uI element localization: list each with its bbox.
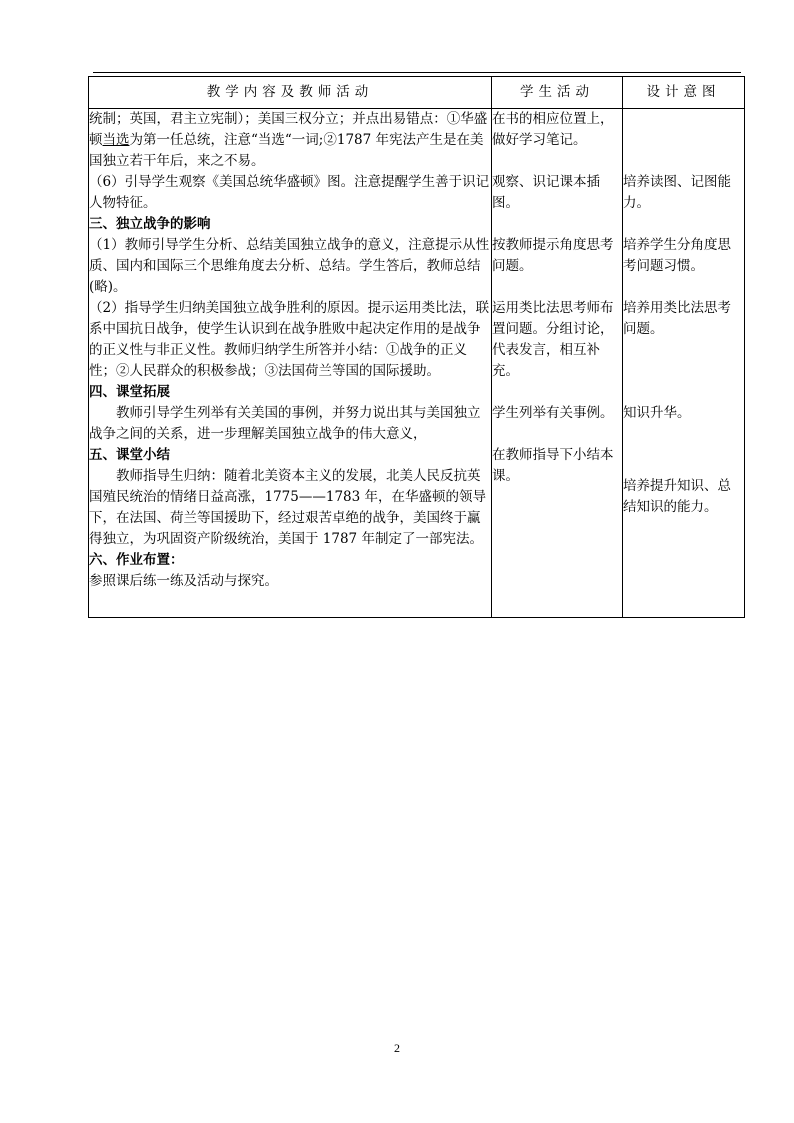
student-activity-cell [492, 109, 623, 618]
student-activity-2: 观察、识记课本插图。 [492, 174, 600, 211]
content-paragraph-5: 教师引导学生列举有关美国的事例，并努力说出其与美国独立战争之间的关系，进一步理解美国独立战争的伟大意义， [89, 405, 481, 442]
student-activity-3: 按教师提示角度思考问题。 [492, 237, 614, 274]
page-number: 2 [394, 1041, 400, 1055]
teaching-content-cell [89, 109, 492, 618]
design-intent-5: 培养提升知识、总结知识的能力。 [623, 478, 731, 515]
section-heading-5: 五、课堂小结 [89, 447, 170, 463]
table-body-row [89, 109, 745, 618]
underlined-word: 当选 [102, 132, 130, 148]
student-activity-4: 运用类比法思考师布置问题。分组讨论，代表发言，相互补充。 [492, 300, 614, 379]
header-student-activity: 学生活动 [492, 77, 623, 109]
header-teaching-content: 教学内容及教师活动 [89, 77, 492, 109]
content-paragraph-6: 教师指导生归纳：随着北美资本主义的发展，北美人民反抗英国殖民统治的情绪日益高涨，1775——1783 年，在华盛顿的领导下，在法国、荷兰等国援助下，经过艰苦卓绝的战争，美国终于赢得独立，为巩固资产阶级统治，美国于 1787 年制定了一部宪法。 [89, 468, 487, 547]
table-header-row [89, 77, 745, 109]
header-design-intent: 设计意图 [623, 77, 745, 109]
design-intent-3: 培养用类比法思考问题。 [623, 300, 731, 337]
design-intent-2: 培养学生分角度思考问题习惯。 [623, 237, 731, 274]
section-heading-4: 四、课堂拓展 [89, 384, 170, 400]
section-heading-6: 六、作业布置： [89, 552, 184, 568]
student-activity-6: 在教师指导下小结本课。 [492, 447, 614, 484]
student-activity-5: 学生列举有关事例。 [492, 405, 614, 421]
lesson-plan-table [88, 76, 745, 618]
content-paragraph-3: （1）教师引导学生分析、总结美国独立战争的意义，注意提示从性质、国内和国际三个思维角度去分析、总结。学生答后，教师总结(略)。 [89, 237, 490, 295]
content-paragraph-1: 统制；英国，君主立宪制）；美国三权分立；并点出易错点：①华盛顿当选为第一任总统，注意“当选“一词;②1787 年宪法产生是在美国独立若干年后，来之不易。 [89, 111, 488, 169]
section-heading-3: 三、独立战争的影响 [89, 216, 211, 232]
design-intent-4: 知识升华。 [623, 405, 691, 421]
header-rule [93, 72, 741, 73]
content-paragraph-4: （2）指导学生归纳美国独立战争胜利的原因。提示运用类比法，联系中国抗日战争，使学生认识到在战争胜败中起决定作用的是战争的正义性与非正义性。教师归纳学生所答并小结：①战争的正义性；②人民群众的积极参战；③法国荷兰等国的国际援助。 [89, 300, 490, 379]
student-activity-1: 在书的相应位置上，做好学习笔记。 [492, 111, 614, 148]
design-intent-1: 培养读图、记图能力。 [623, 174, 731, 211]
design-intent-cell [623, 109, 745, 618]
content-paragraph-2: （6）引导学生观察《美国总统华盛顿》图。注意提醒学生善于识记人物特征。 [89, 174, 490, 211]
content-paragraph-7: 参照课后练一练及活动与探究。 [89, 573, 278, 589]
